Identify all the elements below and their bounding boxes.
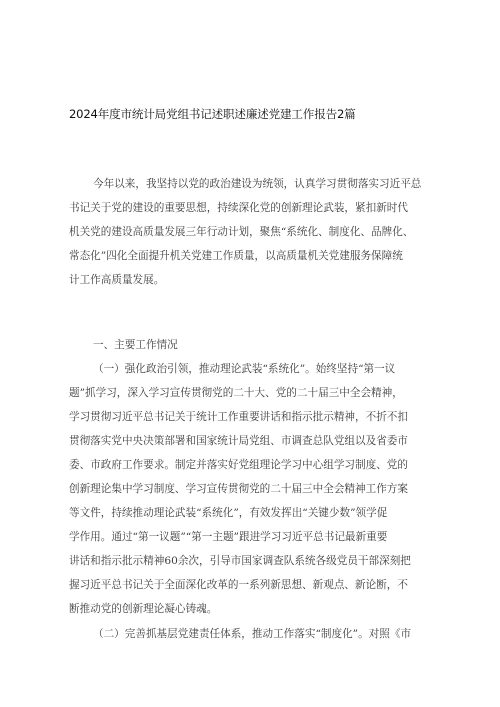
text-line: 委、市政府工作要求。制定并落实好党组理论学习中心组学习制度、党的 (69, 459, 408, 471)
text-line: 计工作高质量发展。 (69, 274, 165, 286)
text-line: 今年以来，我坚持以党的政治建设为统领，认真学习贯彻落实习近平总 (93, 178, 422, 190)
text-line: 创新理论集中学习制度、学习宣传贯彻党的二十届三中全会精神工作方案 (69, 483, 408, 495)
text-line: 常态化”四化全面提升机关党建工作质量，以高质量机关党建服务保障统 (69, 250, 403, 262)
text-line: 学作用。通过“第一议题”“第一主题”跟进学习习近平总书记最新重要 (69, 531, 388, 543)
text-line: 断推动党的创新理论凝心铸魂。 (69, 603, 218, 615)
text-line: 讲话和指示批示精神60余次，引导市国家调查队系统各级党员干部深刻把 (69, 555, 411, 567)
section-heading-text: 一、主要工作情况 (93, 339, 178, 351)
text-line: 题”抓学习，深入学习宣传贯彻党的二十大、党的二十届三中全会精神， (69, 387, 403, 399)
text-line: 机关党的建设高质量发展三年行动计划，聚焦“系统化、制度化、品牌化、 (69, 226, 414, 238)
text-line: 握习近平总书记关于全面深化改革的一系列新思想、新观点、新论断，不 (69, 579, 408, 591)
text-line: 书记关于党的建设的重要思想，持续深化党的创新理论武装，紧扣新时代 (69, 202, 408, 214)
document-title: 2024年度市统计局党组书记述职述廉述党建工作报告2篇 (69, 107, 356, 121)
text-line: 学习贯彻习近平总书记关于统计工作重要讲话和指示批示精神，不折不扣 (69, 411, 408, 423)
text-line: （一）强化政治引领，推动理论武装“系统化”。始终坚持“第一议 (93, 363, 396, 375)
text-line: （二）完善抓基层党建责任体系，推动工作落实“制度化”。对照《市 (93, 628, 412, 640)
text-line: 贯彻落实党中央决策部署和国家统计局党组、市调查总队党组以及省委市 (69, 435, 408, 447)
text-line: 等文件，持续推动理论武装“系统化”，有效发挥出“关键少数”领学促 (69, 507, 388, 519)
